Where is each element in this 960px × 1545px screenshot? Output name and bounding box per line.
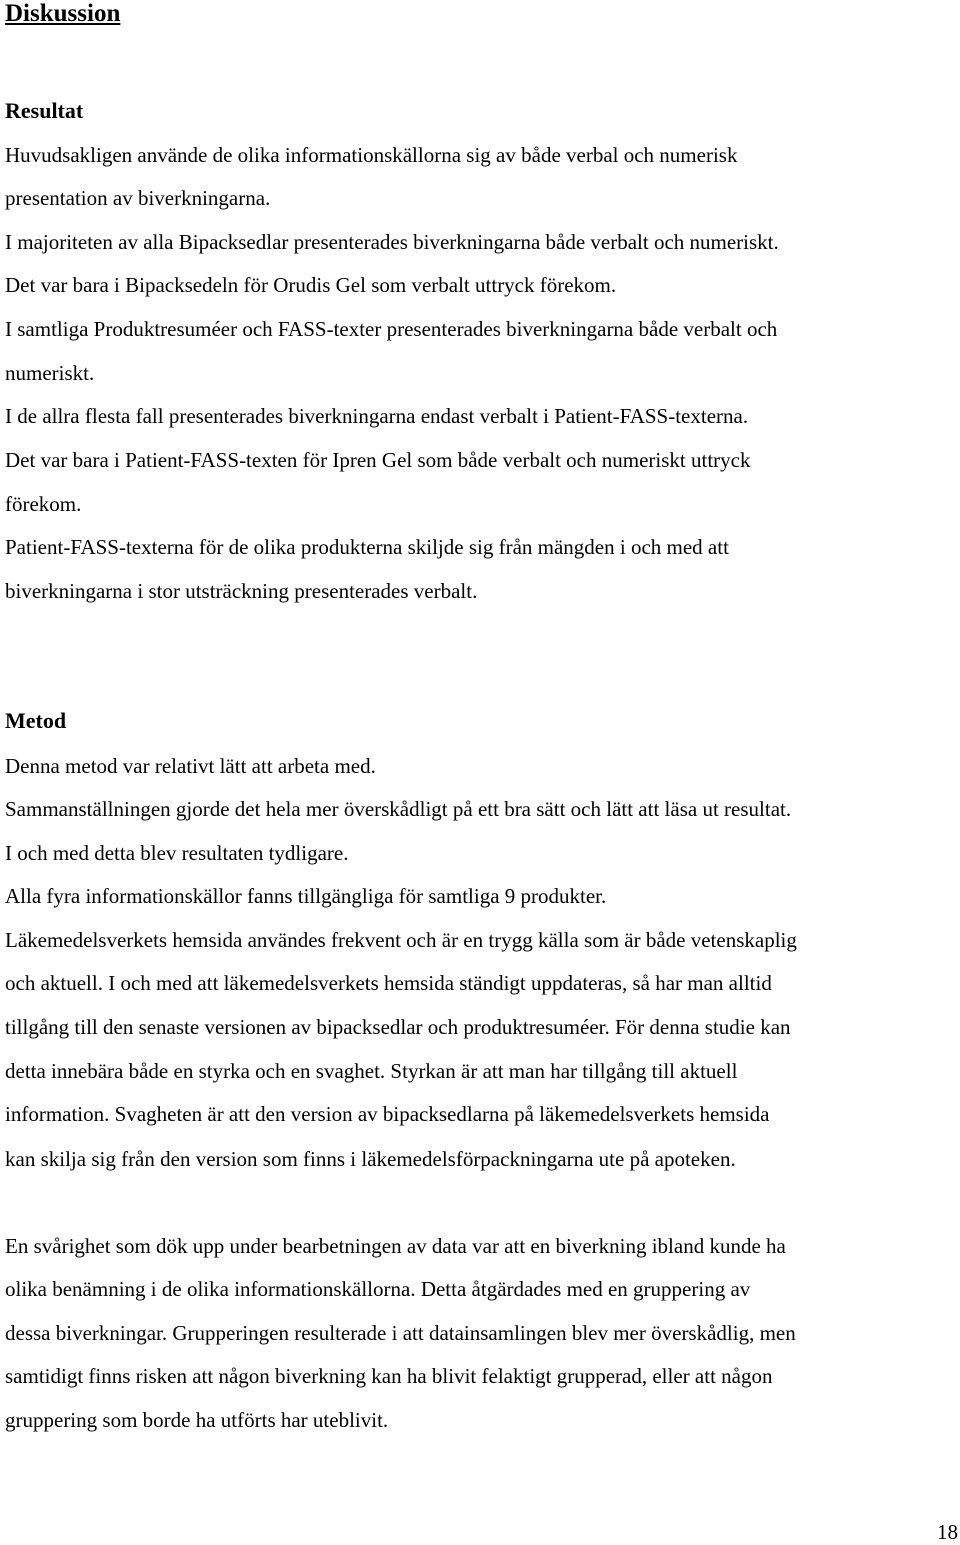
resultat-line: Det var bara i Patient-FASS-texten för Ipren Gel som både verbalt och numeriskt uttryck <box>5 448 751 472</box>
difficulty-line: olika benämning i de olika informationskällorna. Detta åtgärdades med en gruppering av <box>5 1277 751 1301</box>
metod-line: I och med detta blev resultaten tydligare. <box>5 841 349 865</box>
resultat-line: förekom. <box>5 492 82 516</box>
resultat-line: Huvudsakligen använde de olika informationskällorna sig av både verbal och numerisk <box>5 143 738 167</box>
resultat-line: Patient-FASS-texterna för de olika produkterna skiljde sig från mängden i och med att <box>5 535 729 559</box>
page-title: Diskussion <box>5 0 121 27</box>
metod-line: Alla fyra informationskällor fanns tillgängliga för samtliga 9 produkter. <box>5 884 607 908</box>
difficulty-line: gruppering som borde ha utförts har uteblivit. <box>5 1408 389 1432</box>
metod-line: tillgång till den senaste versionen av bipacksedlar och produktresuméer. För denna studie kan <box>5 1015 791 1039</box>
difficulty-line: En svårighet som dök upp under bearbetningen av data var att en biverkning ibland kunde ha <box>5 1234 786 1258</box>
section-heading-metod: Metod <box>5 708 67 733</box>
metod-line: information. Svagheten är att den version av bipacksedlarna på läkemedelsverkets hemsida <box>5 1102 770 1126</box>
metod-line: detta innebära både en styrka och en svaghet. Styrkan är att man har tillgång till aktuell <box>5 1059 738 1083</box>
difficulty-line: samtidigt finns risken att någon biverkning kan ha blivit felaktigt grupperad, eller att någon <box>5 1364 773 1388</box>
metod-line: Läkemedelsverkets hemsida användes frekvent och är en trygg källa som är både vetenskaplig <box>5 928 797 952</box>
metod-line: och aktuell. I och med att läkemedelsverkets hemsida ständigt uppdateras, så har man alltid <box>5 971 772 995</box>
difficulty-line: dessa biverkningar. Grupperingen resulterade i att datainsamlingen blev mer överskådlig, men <box>5 1321 796 1345</box>
page-number: 18 <box>937 1520 958 1544</box>
resultat-line: I de allra flesta fall presenterades biverkningarna endast verbalt i Patient-FASS-texterna. <box>5 404 749 428</box>
resultat-line: I samtliga Produktresuméer och FASS-texter presenterades biverkningarna både verbalt och <box>5 317 778 341</box>
section-heading-resultat: Resultat <box>5 98 84 123</box>
resultat-line: numeriskt. <box>5 361 95 385</box>
metod-line: Sammanställningen gjorde det hela mer överskådligt på ett bra sätt och lätt att läsa ut resultat. <box>5 797 792 821</box>
metod-line: Denna metod var relativt lätt att arbeta med. <box>5 754 376 778</box>
resultat-line: Det var bara i Bipacksedeln för Orudis Gel som verbalt uttryck förekom. <box>5 273 617 297</box>
metod-line: kan skilja sig från den version som finns i läkemedelsförpackningarna ute på apoteken. <box>5 1147 736 1171</box>
resultat-line: biverkningarna i stor utsträckning presenterades verbalt. <box>5 579 478 603</box>
resultat-line: presentation av biverkningarna. <box>5 186 271 210</box>
resultat-line: I majoriteten av alla Bipacksedlar presenterades biverkningarna både verbalt och numeriskt. <box>5 230 779 254</box>
